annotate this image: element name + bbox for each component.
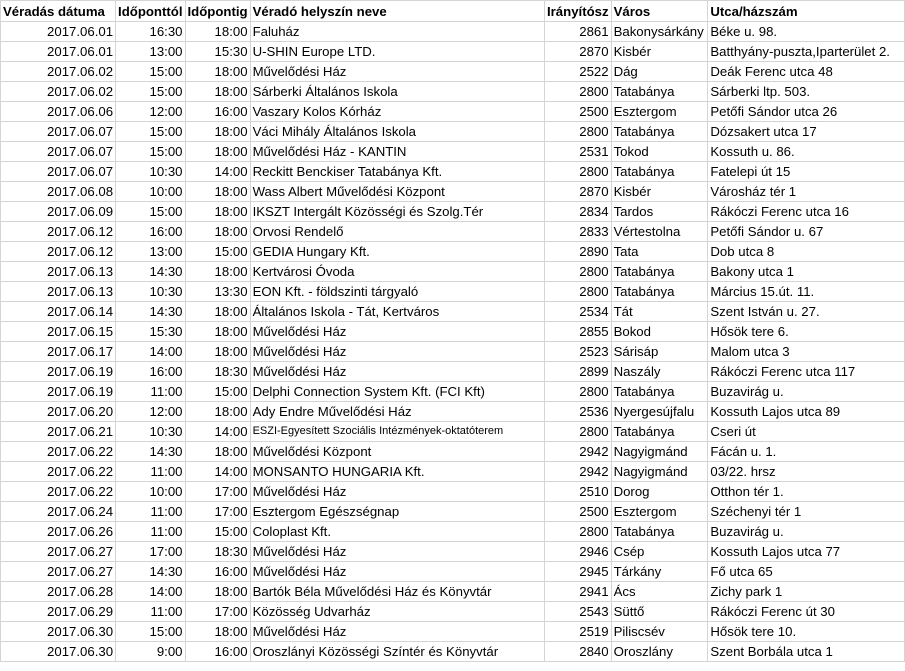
cell-location-name[interactable]: Ady Endre Művelődési Ház: [250, 402, 544, 422]
cell-city[interactable]: Kisbér: [611, 182, 708, 202]
cell-time-from[interactable]: 10:30: [116, 282, 185, 302]
table-row: [1, 42, 905, 62]
table-row: [1, 482, 905, 502]
cell-time-from[interactable]: 10:30: [116, 422, 185, 442]
table-row: [1, 82, 905, 102]
cell-street[interactable]: Fácán u. 1.: [708, 442, 905, 462]
table-row: [1, 182, 905, 202]
cell-time-to[interactable]: 18:00: [185, 122, 250, 142]
cell-location-name[interactable]: Művelődési Központ: [250, 442, 544, 462]
cell-city[interactable]: Ács: [611, 582, 708, 602]
cell-date[interactable]: 2017.06.01: [1, 22, 116, 42]
cell-street[interactable]: Hősök tere 6.: [708, 322, 905, 342]
cell-location-name[interactable]: Sárberki Általános Iskola: [250, 82, 544, 102]
cell-date[interactable]: 2017.06.19: [1, 362, 116, 382]
cell-postal-code[interactable]: 2833: [545, 222, 612, 242]
cell-time-to[interactable]: 18:00: [185, 622, 250, 642]
cell-city[interactable]: Dág: [611, 62, 708, 82]
cell-date[interactable]: 2017.06.22: [1, 442, 116, 462]
cell-city[interactable]: Tatabánya: [611, 282, 708, 302]
cell-street[interactable]: Széchenyi tér 1: [708, 502, 905, 522]
cell-location-name[interactable]: Oroszlányi Közösségi Színtér és Könyvtár: [250, 642, 544, 662]
cell-city[interactable]: Bokod: [611, 322, 708, 342]
cell-time-to[interactable]: 18:30: [185, 542, 250, 562]
cell-time-from[interactable]: 16:00: [116, 222, 185, 242]
cell-location-name[interactable]: Delphi Connection System Kft. (FCI Kft): [250, 382, 544, 402]
cell-street[interactable]: Kossuth u. 86.: [708, 142, 905, 162]
cell-location-name[interactable]: Közösség Udvarház: [250, 602, 544, 622]
table-row: [1, 502, 905, 522]
cell-time-from[interactable]: 12:00: [116, 102, 185, 122]
header-cell-location-name[interactable]: Véradó helyszín neve: [250, 1, 544, 22]
cell-date[interactable]: 2017.06.19: [1, 382, 116, 402]
cell-time-to[interactable]: 15:00: [185, 382, 250, 402]
cell-time-from[interactable]: 15:00: [116, 202, 185, 222]
cell-postal-code[interactable]: 2800: [545, 162, 612, 182]
cell-postal-code[interactable]: 2800: [545, 262, 612, 282]
cell-time-from[interactable]: 11:00: [116, 602, 185, 622]
cell-city[interactable]: Bakonysárkány: [611, 22, 708, 42]
cell-date[interactable]: 2017.06.27: [1, 542, 116, 562]
cell-city[interactable]: Naszály: [611, 362, 708, 382]
cell-city[interactable]: Tatabánya: [611, 522, 708, 542]
cell-time-from[interactable]: 15:00: [116, 142, 185, 162]
cell-time-from[interactable]: 16:30: [116, 22, 185, 42]
cell-location-name[interactable]: Vaszary Kolos Kórház: [250, 102, 544, 122]
cell-date[interactable]: 2017.06.17: [1, 342, 116, 362]
cell-postal-code[interactable]: 2861: [545, 22, 612, 42]
cell-street[interactable]: Fő utca 65: [708, 562, 905, 582]
cell-postal-code[interactable]: 2941: [545, 582, 612, 602]
cell-street[interactable]: Dob utca 8: [708, 242, 905, 262]
cell-city[interactable]: Esztergom: [611, 502, 708, 522]
cell-postal-code[interactable]: 2942: [545, 442, 612, 462]
cell-street[interactable]: Sárberki ltp. 503.: [708, 82, 905, 102]
cell-time-to[interactable]: 18:00: [185, 262, 250, 282]
cell-street[interactable]: Buzavirág u.: [708, 382, 905, 402]
cell-time-to[interactable]: 15:00: [185, 522, 250, 542]
cell-time-to[interactable]: 18:00: [185, 82, 250, 102]
header-cell-city[interactable]: Város: [611, 1, 708, 22]
cell-street[interactable]: Bakony utca 1: [708, 262, 905, 282]
cell-date[interactable]: 2017.06.30: [1, 642, 116, 662]
cell-date[interactable]: 2017.06.30: [1, 622, 116, 642]
table-row: [1, 242, 905, 262]
table-row: [1, 122, 905, 142]
cell-city[interactable]: Tatabánya: [611, 122, 708, 142]
cell-location-name[interactable]: Művelődési Ház - KANTIN: [250, 142, 544, 162]
cell-street[interactable]: Rákóczi Ferenc utca 16: [708, 202, 905, 222]
table-row: [1, 322, 905, 342]
cell-location-name[interactable]: Művelődési Ház: [250, 542, 544, 562]
cell-location-name[interactable]: Művelődési Ház: [250, 562, 544, 582]
table-row: [1, 382, 905, 402]
cell-city[interactable]: Vértestolna: [611, 222, 708, 242]
cell-date[interactable]: 2017.06.08: [1, 182, 116, 202]
table-row: [1, 282, 905, 302]
cell-street[interactable]: Cseri út: [708, 422, 905, 442]
cell-city[interactable]: Tardos: [611, 202, 708, 222]
cell-time-to[interactable]: 17:00: [185, 602, 250, 622]
table-row: [1, 442, 905, 462]
cell-time-to[interactable]: 15:30: [185, 42, 250, 62]
cell-time-to[interactable]: 15:00: [185, 242, 250, 262]
cell-location-name[interactable]: Orvosi Rendelő: [250, 222, 544, 242]
table-row: [1, 22, 905, 42]
cell-time-to[interactable]: 16:00: [185, 102, 250, 122]
cell-time-from[interactable]: 17:00: [116, 542, 185, 562]
cell-postal-code[interactable]: 2519: [545, 622, 612, 642]
cell-time-from[interactable]: 15:00: [116, 82, 185, 102]
cell-street[interactable]: Kossuth Lajos utca 77: [708, 542, 905, 562]
cell-location-name[interactable]: Bartók Béla Művelődési Ház és Könyvtár: [250, 582, 544, 602]
spreadsheet-body: [1, 1, 905, 662]
cell-city[interactable]: Tatabánya: [611, 382, 708, 402]
cell-location-name[interactable]: IKSZT Intergált Közösségi és Szolg.Tér: [250, 202, 544, 222]
cell-time-to[interactable]: 17:00: [185, 502, 250, 522]
cell-time-from[interactable]: 11:00: [116, 462, 185, 482]
cell-date[interactable]: 2017.06.07: [1, 122, 116, 142]
cell-city[interactable]: Csép: [611, 542, 708, 562]
header-cell-time-to[interactable]: Időpontig: [185, 1, 250, 22]
cell-time-from[interactable]: 10:00: [116, 182, 185, 202]
cell-time-to[interactable]: 18:00: [185, 322, 250, 342]
cell-postal-code[interactable]: 2536: [545, 402, 612, 422]
cell-postal-code[interactable]: 2543: [545, 602, 612, 622]
cell-time-from[interactable]: 10:00: [116, 482, 185, 502]
cell-location-name[interactable]: Művelődési Ház: [250, 362, 544, 382]
cell-time-to[interactable]: 18:00: [185, 302, 250, 322]
table-row: [1, 562, 905, 582]
cell-date[interactable]: 2017.06.12: [1, 222, 116, 242]
cell-date[interactable]: 2017.06.09: [1, 202, 116, 222]
header-cell-street[interactable]: Utca/házszám: [708, 1, 905, 22]
cell-postal-code[interactable]: 2800: [545, 282, 612, 302]
header-cell-date[interactable]: Véradás dátuma: [1, 1, 116, 22]
cell-date[interactable]: 2017.06.13: [1, 262, 116, 282]
cell-street[interactable]: Hősök tere 10.: [708, 622, 905, 642]
cell-time-to[interactable]: 18:00: [185, 22, 250, 42]
cell-postal-code[interactable]: 2800: [545, 522, 612, 542]
cell-location-name[interactable]: ESZI-Egyesített Szociális Intézmények-oktatóterem: [250, 422, 544, 442]
cell-postal-code[interactable]: 2800: [545, 82, 612, 102]
table-row: [1, 162, 905, 182]
cell-location-name[interactable]: Coloplast Kft.: [250, 522, 544, 542]
cell-street[interactable]: Szent Borbála utca 1: [708, 642, 905, 662]
cell-time-to[interactable]: 14:00: [185, 422, 250, 442]
cell-time-from[interactable]: 14:30: [116, 302, 185, 322]
cell-postal-code[interactable]: 2510: [545, 482, 612, 502]
cell-time-from[interactable]: 15:00: [116, 122, 185, 142]
cell-street[interactable]: Városház tér 1: [708, 182, 905, 202]
cell-time-to[interactable]: 18:00: [185, 182, 250, 202]
cell-location-name[interactable]: Művelődési Ház: [250, 62, 544, 82]
cell-date[interactable]: 2017.06.06: [1, 102, 116, 122]
cell-time-to[interactable]: 18:00: [185, 142, 250, 162]
table-row: [1, 202, 905, 222]
cell-city[interactable]: Tát: [611, 302, 708, 322]
cell-time-to[interactable]: 18:30: [185, 362, 250, 382]
cell-postal-code[interactable]: 2500: [545, 102, 612, 122]
cell-city[interactable]: Tárkány: [611, 562, 708, 582]
table-row: [1, 642, 905, 662]
cell-city[interactable]: Tatabánya: [611, 422, 708, 442]
cell-street[interactable]: Béke u. 98.: [708, 22, 905, 42]
cell-city[interactable]: Tatabánya: [611, 162, 708, 182]
cell-street[interactable]: Kossuth Lajos utca 89: [708, 402, 905, 422]
cell-postal-code[interactable]: 2531: [545, 142, 612, 162]
table-row: [1, 342, 905, 362]
cell-date[interactable]: 2017.06.20: [1, 402, 116, 422]
table-row: [1, 142, 905, 162]
cell-street[interactable]: Otthon tér 1.: [708, 482, 905, 502]
cell-time-to[interactable]: 18:00: [185, 202, 250, 222]
cell-city[interactable]: Nyergesújfalu: [611, 402, 708, 422]
cell-time-to[interactable]: 18:00: [185, 342, 250, 362]
cell-location-name[interactable]: Művelődési Ház: [250, 322, 544, 342]
cell-date[interactable]: 2017.06.28: [1, 582, 116, 602]
cell-location-name[interactable]: MONSANTO HUNGARIA Kft.: [250, 462, 544, 482]
header-cell-postal-code[interactable]: Irányítósz: [545, 1, 612, 22]
cell-time-to[interactable]: 18:00: [185, 442, 250, 462]
cell-date[interactable]: 2017.06.27: [1, 562, 116, 582]
cell-date[interactable]: 2017.06.07: [1, 162, 116, 182]
cell-street[interactable]: Petőfi Sándor utca 26: [708, 102, 905, 122]
cell-date[interactable]: 2017.06.14: [1, 302, 116, 322]
cell-street[interactable]: Rákóczi Ferenc út 30: [708, 602, 905, 622]
cell-time-from[interactable]: 16:00: [116, 362, 185, 382]
cell-time-from[interactable]: 11:00: [116, 502, 185, 522]
cell-city[interactable]: Oroszlány: [611, 642, 708, 662]
cell-street[interactable]: Petőfi Sándor u. 67: [708, 222, 905, 242]
cell-location-name[interactable]: Faluház: [250, 22, 544, 42]
cell-city[interactable]: Tokod: [611, 142, 708, 162]
header-cell-time-from[interactable]: Időponttól: [116, 1, 185, 22]
cell-city[interactable]: Tatabánya: [611, 82, 708, 102]
cell-city[interactable]: Sárisáp: [611, 342, 708, 362]
cell-postal-code[interactable]: 2523: [545, 342, 612, 362]
cell-city[interactable]: Nagyigmánd: [611, 442, 708, 462]
cell-street[interactable]: Zichy park 1: [708, 582, 905, 602]
cell-time-to[interactable]: 18:00: [185, 402, 250, 422]
cell-time-to[interactable]: 17:00: [185, 482, 250, 502]
cell-date[interactable]: 2017.06.26: [1, 522, 116, 542]
table-row: [1, 622, 905, 642]
table-row: [1, 362, 905, 382]
cell-street[interactable]: Fatelepi út 15: [708, 162, 905, 182]
cell-street[interactable]: Dózsakert utca 17: [708, 122, 905, 142]
cell-postal-code[interactable]: 2800: [545, 422, 612, 442]
table-row: [1, 402, 905, 422]
cell-postal-code[interactable]: 2870: [545, 182, 612, 202]
cell-city[interactable]: Dorog: [611, 482, 708, 502]
cell-time-from[interactable]: 14:30: [116, 562, 185, 582]
cell-location-name[interactable]: Művelődési Ház: [250, 482, 544, 502]
cell-date[interactable]: 2017.06.21: [1, 422, 116, 442]
table-row: [1, 302, 905, 322]
cell-street[interactable]: Március 15.út. 11.: [708, 282, 905, 302]
cell-postal-code[interactable]: 2942: [545, 462, 612, 482]
table-row: [1, 542, 905, 562]
cell-postal-code[interactable]: 2840: [545, 642, 612, 662]
cell-date[interactable]: 2017.06.29: [1, 602, 116, 622]
cell-location-name[interactable]: Váci Mihály Általános Iskola: [250, 122, 544, 142]
cell-time-from[interactable]: 15:00: [116, 622, 185, 642]
cell-time-from[interactable]: 14:00: [116, 582, 185, 602]
cell-street[interactable]: Deák Ferenc utca 48: [708, 62, 905, 82]
cell-time-to[interactable]: 18:00: [185, 62, 250, 82]
table-row: [1, 582, 905, 602]
cell-date[interactable]: 2017.06.01: [1, 42, 116, 62]
cell-location-name[interactable]: EON Kft. - földszinti tárgyaló: [250, 282, 544, 302]
cell-time-from[interactable]: 11:00: [116, 382, 185, 402]
table-row: [1, 102, 905, 122]
cell-postal-code[interactable]: 2500: [545, 502, 612, 522]
cell-street[interactable]: Batthyány-puszta,Iparterület 2.: [708, 42, 905, 62]
cell-date[interactable]: 2017.06.22: [1, 482, 116, 502]
cell-location-name[interactable]: U-SHIN Europe LTD.: [250, 42, 544, 62]
cell-street[interactable]: Szent István u. 27.: [708, 302, 905, 322]
cell-time-from[interactable]: 10:30: [116, 162, 185, 182]
cell-postal-code[interactable]: 2870: [545, 42, 612, 62]
table-row: [1, 222, 905, 242]
cell-time-to[interactable]: 16:00: [185, 562, 250, 582]
table-row: [1, 602, 905, 622]
table-row: [1, 62, 905, 82]
cell-postal-code[interactable]: 2800: [545, 122, 612, 142]
cell-location-name[interactable]: Általános Iskola - Tát, Kertváros: [250, 302, 544, 322]
cell-location-name[interactable]: GEDIA Hungary Kft.: [250, 242, 544, 262]
cell-postal-code[interactable]: 2945: [545, 562, 612, 582]
cell-street[interactable]: Buzavirág u.: [708, 522, 905, 542]
cell-time-from[interactable]: 14:30: [116, 442, 185, 462]
cell-postal-code[interactable]: 2534: [545, 302, 612, 322]
cell-time-to[interactable]: 14:00: [185, 162, 250, 182]
cell-postal-code[interactable]: 2890: [545, 242, 612, 262]
cell-location-name[interactable]: Esztergom Egészségnap: [250, 502, 544, 522]
cell-city[interactable]: Süttő: [611, 602, 708, 622]
cell-time-to[interactable]: 18:00: [185, 222, 250, 242]
cell-city[interactable]: Tatabánya: [611, 262, 708, 282]
cell-city[interactable]: Esztergom: [611, 102, 708, 122]
cell-time-from[interactable]: 9:00: [116, 642, 185, 662]
cell-date[interactable]: 2017.06.22: [1, 462, 116, 482]
cell-location-name[interactable]: Művelődési Ház: [250, 342, 544, 362]
cell-location-name[interactable]: Reckitt Benckiser Tatabánya Kft.: [250, 162, 544, 182]
cell-time-from[interactable]: 14:00: [116, 342, 185, 362]
cell-date[interactable]: 2017.06.13: [1, 282, 116, 302]
cell-date[interactable]: 2017.06.15: [1, 322, 116, 342]
cell-street[interactable]: 03/22. hrsz: [708, 462, 905, 482]
cell-time-from[interactable]: 11:00: [116, 522, 185, 542]
cell-postal-code[interactable]: 2834: [545, 202, 612, 222]
table-row: [1, 262, 905, 282]
cell-time-from[interactable]: 13:00: [116, 42, 185, 62]
cell-postal-code[interactable]: 2800: [545, 382, 612, 402]
cell-time-from[interactable]: 15:30: [116, 322, 185, 342]
cell-location-name[interactable]: Művelődési Ház: [250, 622, 544, 642]
cell-city[interactable]: Kisbér: [611, 42, 708, 62]
cell-street[interactable]: Rákóczi Ferenc utca 117: [708, 362, 905, 382]
cell-time-from[interactable]: 12:00: [116, 402, 185, 422]
cell-time-to[interactable]: 13:30: [185, 282, 250, 302]
cell-postal-code[interactable]: 2855: [545, 322, 612, 342]
cell-time-to[interactable]: 18:00: [185, 582, 250, 602]
cell-time-from[interactable]: 13:00: [116, 242, 185, 262]
cell-date[interactable]: 2017.06.02: [1, 82, 116, 102]
cell-city[interactable]: Tata: [611, 242, 708, 262]
table-row: [1, 422, 905, 442]
cell-time-to[interactable]: 16:00: [185, 642, 250, 662]
cell-time-from[interactable]: 15:00: [116, 62, 185, 82]
cell-time-from[interactable]: 14:30: [116, 262, 185, 282]
cell-date[interactable]: 2017.06.12: [1, 242, 116, 262]
cell-city[interactable]: Piliscsév: [611, 622, 708, 642]
cell-date[interactable]: 2017.06.07: [1, 142, 116, 162]
cell-postal-code[interactable]: 2946: [545, 542, 612, 562]
cell-time-to[interactable]: 14:00: [185, 462, 250, 482]
cell-postal-code[interactable]: 2522: [545, 62, 612, 82]
cell-location-name[interactable]: Kertvárosi Óvoda: [250, 262, 544, 282]
cell-street[interactable]: Malom utca 3: [708, 342, 905, 362]
cell-postal-code[interactable]: 2899: [545, 362, 612, 382]
cell-date[interactable]: 2017.06.02: [1, 62, 116, 82]
header-row: [1, 1, 905, 22]
cell-city[interactable]: Nagyigmánd: [611, 462, 708, 482]
table-row: [1, 522, 905, 542]
table-row: [1, 462, 905, 482]
cell-date[interactable]: 2017.06.24: [1, 502, 116, 522]
cell-location-name[interactable]: Wass Albert Művelődési Központ: [250, 182, 544, 202]
